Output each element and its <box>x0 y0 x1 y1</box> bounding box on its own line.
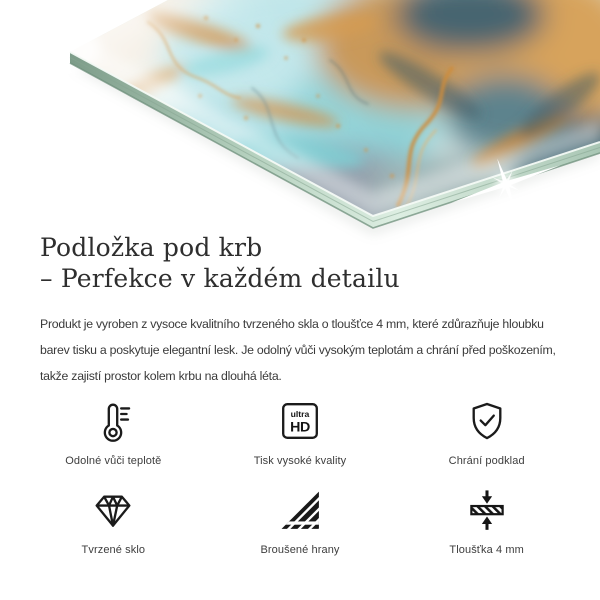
title-line-2: – Perfekce v každém detailu <box>40 264 400 293</box>
feature-label: Broušené hrany <box>260 544 340 556</box>
polished-edges-icon <box>279 487 321 533</box>
feature-label: Tvrzené sklo <box>81 544 146 556</box>
feature-label: Chrání podklad <box>448 455 525 467</box>
thickness-icon <box>466 487 508 533</box>
feature-print-quality <box>207 398 394 467</box>
product-intro <box>40 232 568 389</box>
diamond-icon <box>92 487 134 533</box>
feature-tempered-glass <box>20 487 207 556</box>
feature-heat-resistant <box>20 398 207 467</box>
description-line: takže zajistí prostor kolem krbu na dlouhá léta. <box>40 369 282 383</box>
feature-label: Tloušťka 4 mm <box>449 544 524 556</box>
feature-thickness <box>393 487 580 556</box>
feature-polished-edges <box>207 487 394 556</box>
product-description <box>40 311 568 389</box>
description-line: barev tisku a poskytuje elegantní lesk. Je odolný vůči vysokým teplotám a chrání před poškozením, <box>40 343 556 357</box>
features-grid <box>20 398 580 556</box>
page-title <box>40 232 568 294</box>
feature-label: Odolné vůči teplotě <box>65 455 162 467</box>
ultra-text: ultra <box>290 409 310 420</box>
glass-print <box>10 0 600 250</box>
product-image <box>0 0 600 250</box>
feature-label: Tisk vysoké kvality <box>253 455 347 467</box>
thermometer-icon <box>92 398 134 444</box>
ultra-hd-icon <box>279 398 321 444</box>
description-line: Produkt je vyroben z vysoce kvalitního tvrzeného skla o tloušťce 4 mm, které zdůrazňuje hloubku <box>40 317 544 331</box>
title-line-1: Podložka pod krb <box>40 233 263 262</box>
feature-protects-surface <box>393 398 580 467</box>
shield-check-icon <box>466 398 508 444</box>
hd-text: HD <box>290 419 310 436</box>
